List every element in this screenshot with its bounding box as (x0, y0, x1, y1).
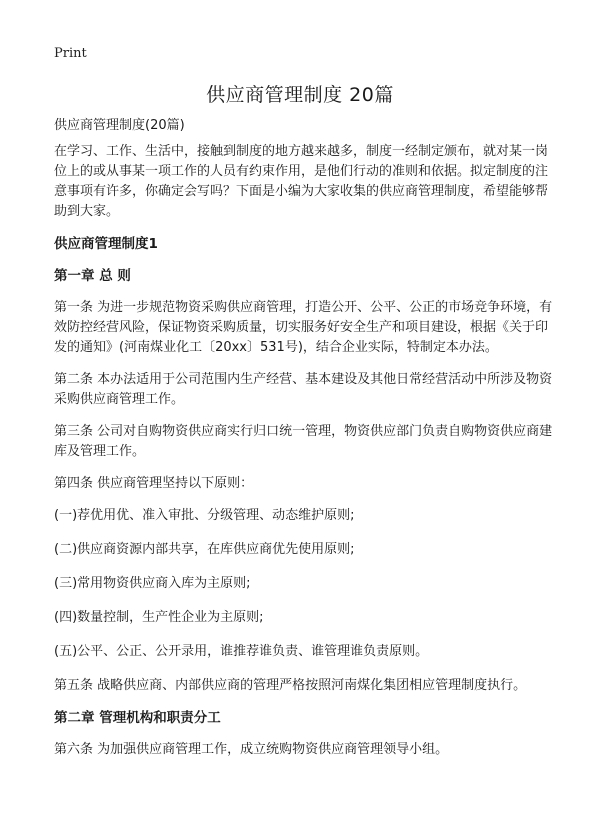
article-paragraph: 第一条 为进一步规范物资采购供应商管理，打造公开、公平、公正的市场竞争环境，有效防控经营风险，保证物资采购质量，切实服务好安全生产和项目建设，根据《关于印发的通知》(河南煤业化工〔20xx〕531号)，结合企业实际，特制定本办法。 (54, 300, 553, 355)
section-heading: 供应商管理制度1 (54, 236, 158, 252)
chapter-heading: 第一章 总 则 (54, 268, 131, 284)
document-body (54, 116, 554, 772)
principle-item: (四)数量控制，生产性企业为主原则; (54, 610, 264, 625)
article-paragraph: 第五条 战略供应商、内部供应商的管理严格按照河南煤化集团相应管理制度执行。 (54, 678, 527, 693)
intro-paragraph: 在学习、工作、生活中，接触到制度的地方越来越多，制度一经制定颁布，就对某一岗位上的或从事某一项工作的人员有约束作用，是他们行动的准则和依据。拟定制度的注意事项有许多，你确定会写吗？下面是小编为大家收集的供应商管理制度，希望能够帮助到大家。 (54, 144, 549, 219)
article-paragraph: 第三条 公司对自购物资供应商实行归口统一管理，物资供应部门负责自购物资供应商建库及管理工作。 (54, 424, 553, 459)
principle-item: (二)供应商资源内部共享，在库供应商优先使用原则; (54, 542, 355, 557)
document-subtitle: 供应商管理制度(20篇) (54, 118, 185, 133)
chapter-heading: 第二章 管理机构和职责分工 (54, 710, 221, 726)
principle-item: (三)常用物资供应商入库为主原则; (54, 576, 251, 591)
principle-item: (五)公平、公正、公开录用，谁推荐谁负责、谁管理谁负责原则。 (54, 644, 429, 659)
article-paragraph: 第二条 本办法适用于公司范围内生产经营、基本建设及其他日常经营活动中所涉及物资采购供应商管理工作。 (54, 372, 553, 407)
principle-item: (一)荐优用优、准入审批、分级管理、动态维护原则; (54, 508, 355, 523)
article-paragraph: 第四条 供应商管理坚持以下原则： (54, 476, 254, 491)
document-title: 供应商管理制度 20篇 (206, 84, 394, 106)
article-paragraph: 第六条 为加强供应商管理工作，成立统购物资供应商管理领导小组。 (54, 742, 449, 757)
print-label[interactable]: Print (54, 46, 87, 61)
